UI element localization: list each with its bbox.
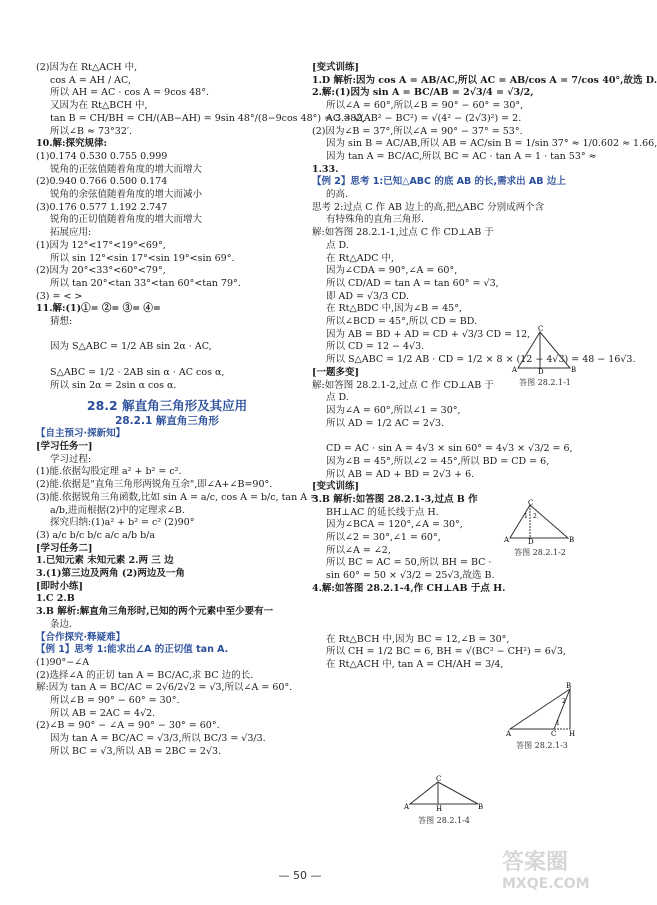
figure-28-2-1-2 [504,500,576,556]
figure-caption: 答图 28.2.1-2 [514,548,566,557]
text-line: 学习过程: [50,453,92,465]
text-line: 所以 AB = 2AC = 4√2. [50,707,156,719]
text-line: (1)能.依据勾股定理 a² + b² = c². [36,466,182,478]
text-line: 所以 AH = AC · cos A = 9cos 48°. [50,87,209,99]
text-line: 3.B 解析:解直角三角形时,已知的两个元素中至少要有一 [36,606,274,618]
text-line: 因为∠BCA = 120°,∠A = 30°, [326,519,463,531]
text-line: (2)能.依据是"直角三角形两锐角互余",即∠A+∠B=90°. [36,479,273,491]
text-line: 在 Rt△BCH 中,因为 BC = 12,∠B = 30°, [326,633,510,645]
label-h: H [436,805,443,813]
label-angle-2: 2 [562,698,566,705]
text-line: (2)因为在 Rt△ACH 中, [36,62,138,73]
text-line [312,596,574,609]
label-b: B [566,682,572,690]
text-line: 【例 2】思考 1:已知△ABC 的底 AB 的长,需求出 AB 边上 [312,176,566,188]
text-line: 所以 BC = AC = 50,所以 BH = BC · [326,557,492,569]
label-d: D [538,368,544,376]
text-line: 点 D. [326,392,349,404]
label-b: B [478,803,484,811]
text-line: 所以∠B = 90° − 60° = 30°. [50,695,180,707]
figure-caption: 答图 28.2.1-4 [418,816,470,825]
text-line: tan B = CH/BH = CH/(AB−AH) = 9sin 48°/(8−9cos 48°) ≈ 3.382, [50,112,366,124]
text-line: 所以 BC = √3,所以 AB = 2BC = 2√3. [50,745,222,757]
text-line: 在 Rt△ADC 中, [326,252,395,264]
text-line [312,608,574,621]
text-line: 因为 AB = BD + AD = CD + √3/3 CD = 12, [326,328,531,340]
label-a: A [404,803,410,811]
text-line: [即时小练] [36,580,83,592]
text-line: 因为 sin B = AC/AB,所以 AB = AC/sin B = 1/sin 37° ≈ 1/0.602 ≈ 1.66, [326,138,657,150]
label-a: A [506,730,512,738]
text-line: 猜想: [50,316,73,328]
text-line: (2)选择∠A 的正切 tan A = BC/AC,求 BC 边的长. [36,669,254,681]
text-line: 所以∠A = 60°,所以∠B = 90° − 60° = 30°, [326,100,524,112]
text-line: 所以∠B ≈ 73°32′. [50,125,133,137]
text-line: 【例 1】思考 1:能求出∠A 的正切值 tan A. [36,644,229,656]
text-line: 所以 S△ABC = 1/2 AB · CD = 1/2 × 8 × (12 − 4√3) = 48 − 16√3. [326,354,636,366]
text-line: 1.D 解析:因为 cos A = AB/AC,所以 AC = AB/cos A = 7/cos 40°,故选 D. [312,74,657,86]
text-line: (2)∠B = 90° − ∠A = 90° − 30° = 60°. [36,720,220,732]
text-line: 所以∠2 = 30°,∠1 = 60°, [326,532,441,544]
text-line: 10.解:探究规律: [36,138,108,150]
text-line: 【自主预习·探新知】 [36,428,126,440]
text-line: (1)因为 12°<17°<19°<69°, [36,239,166,251]
text-line: 3.B 解析:如答图 28.2.1-3,过点 B 作 [312,493,478,505]
label-b: B [569,536,575,544]
text-line: cos A = AH / AC, [50,74,131,86]
text-line: 1.C 2.B [36,593,75,605]
text-line: (3)0.176 0.577 1.192 2.747 [36,201,168,213]
text-line: (3) a/c b/c b/c a/c a/b b/a [36,529,156,541]
text-line: 即 AD = √3/3 CD. [326,290,409,302]
text-line: 锐角的正切值随着角度的增大而增大 [50,214,203,226]
text-line: (2)因为 20°<33°<60°<79°, [36,265,166,277]
text-line [312,430,574,443]
triangle-diagram-4 [404,776,484,812]
text-line: (1)0.174 0.530 0.755 0.999 [36,150,168,162]
text-line: 所以 sin 2α = 2sin α cos α. [50,379,177,391]
watermark-logo [502,845,594,901]
text-line: 拓展应用: [50,227,92,239]
text-line: 因为 tan A = BC/AC = √3/3,所以 BC/3 = √3/3. [50,733,266,745]
text-line: (3) = < > [36,290,83,302]
label-angle-2: 2 [533,513,537,520]
text-line: 在 Rt△BDC 中,因为∠B = 45°, [326,303,463,315]
text-line: 思考 2:过点 C 作 AB 边上的高,把△ABC 分别成两个含 [312,201,545,213]
text-line: 又因为在 Rt△BCH 中, [50,100,148,112]
text-line: [学习任务二] [36,542,93,554]
label-c: C [538,325,544,333]
text-line: 有特殊角的直角三角形. [326,214,425,226]
text-line: 所以∠BCD = 45°,所以 CD = BD. [326,316,478,328]
text-line: 2.解:(1)因为 sin A = BC/AB = 2√3/4 = √3/2, [312,87,534,99]
text-line: 所以∠A = ∠2, [326,544,391,556]
text-line: 解:如答图 28.2.1-2,过点 C 作 CD⊥AB 于 [312,379,494,391]
label-d: D [528,538,534,546]
text-line: 条边. [50,618,73,630]
label-a: A [504,536,510,544]
text-line: 解:如答图 28.2.1-1,过点 C 作 CD⊥AB 于 [312,227,494,239]
text-line: a/b,进而根据(2)中的定理求∠B. [50,504,185,516]
text-line: 所以 CD = 12 − 4√3. [326,341,425,353]
text-line: 因为 tan A = BC/AC,所以 BC = AC · tan A = 1 · tan 53° ≈ [326,150,597,162]
label-c: C [436,775,442,783]
text-line: 锐角的余弦值随着角度的增大而减小 [50,189,203,201]
figure-28-2-1-4 [404,776,484,824]
label-a: A [512,366,518,374]
text-line [312,621,574,634]
page-number: — 50 — [278,869,322,882]
text-line: 因为 S△ABC = 1/2 AB sin 2α · AC, [50,341,212,353]
figure-caption: 答图 28.2.1-3 [516,741,568,750]
text-line: 所以 sin 12°<sin 17°<sin 19°<sin 69°. [50,252,235,264]
label-angle-1: 1 [524,513,528,520]
text-line: 4.解:如答图 28.2.1-4,作 CH⊥AB 于点 H. [312,582,506,594]
text-line: 因为∠A = 60°,所以∠1 = 30°, [326,404,461,416]
text-line: (2)0.940 0.766 0.500 0.174 [36,176,168,188]
text-line: 3.(1)第三边及两角 (2)两边及一角 [36,568,185,580]
text-line: 因为∠CDA = 90°,∠A = 60°, [326,265,458,277]
text-line: 点 D. [326,239,349,251]
text-line: (3)能.依据锐角三角函数,比如 sin A = a/c, cos A = b/c, tan A = [36,491,319,503]
section-subtitle: 28.2.1 解直角三角形 [115,415,219,428]
text-line: 【合作探究·释疑难】 [36,631,126,643]
text-line: sin 60° = 50 × √3/2 = 25√3,故选 B. [326,570,495,582]
text-line: 在 Rt△ACH 中, tan A = CH/AH = 3/4, [326,659,504,671]
label-c: C [528,499,534,507]
text-line [36,354,298,367]
figure-28-2-1-1 [512,326,578,386]
text-line: 探究归纳:(1)a² + b² = c² (2)90° [50,517,195,529]
label-b: B [571,366,577,374]
text-line: [一题多变] [312,366,359,378]
text-line: 11.解:(1)①= ②= ③= ④= [36,303,161,315]
text-line: 解:因为 tan A = BC/AC = 2√6/2√2 = √3,所以∠A = 60°. [36,682,293,694]
text-line: 1.33. [312,163,339,175]
text-line: 的高. [326,189,349,201]
text-line: [变式训练] [312,62,359,73]
text-line: AC = √(AB² − BC²) = √(4² − (2√3)²) = 2. [326,112,522,124]
left-lower-text [36,428,319,758]
text-line: S△ABC = 1/2 · 2AB sin α · AC cos α, [50,366,225,378]
text-line: 所以 CH = 1/2 BC = 6, BH = √(BC² − CH²) = 6√3, [326,646,566,658]
section-title: 28.2 解直角三角形及其应用 [86,398,248,414]
triangle-diagram-1 [512,326,578,374]
figure-caption: 答图 28.2.1-1 [519,378,571,387]
text-line: 所以 CD/AD = tan A = tan 60° = √3, [326,277,499,289]
watermark-text: 答案圈 [502,850,569,875]
triangle-diagram-3 [506,683,578,737]
text-line: [学习任务一] [36,440,93,452]
text-line: 锐角的正弦值随着角度的增大而增大 [50,163,203,175]
text-line: BH⊥AC 的延长线于点 H. [326,506,439,518]
text-line: (2)因为∠B = 37°,所以∠A = 90° − 37° = 53°. [312,125,523,137]
text-line: 因为∠B = 45°,所以∠2 = 45°,所以 BD = CD = 6, [326,455,550,467]
label-h: H [569,730,576,738]
text-line: 所以 AB = AD + BD = 2√3 + 6. [326,468,475,480]
text-line [36,329,298,342]
text-line: (1)90°−∠A [36,656,90,668]
text-line: 所以 tan 20°<tan 33°<tan 60°<tan 79°. [50,277,241,289]
figure-28-2-1-3 [506,683,578,749]
text-line: [变式训练] [312,481,359,493]
label-angle-1: 1 [556,720,560,727]
text-line: CD = AC · sin A = 4√3 × sin 60° = 4√3 × √3/2 = 6, [326,443,573,455]
text-line: 1.已知元素 未知元素 2.两 三 边 [36,555,174,567]
label-c: C [551,730,557,738]
watermark-url: MXQE.COM [502,876,590,892]
triangle-diagram-2 [504,500,576,544]
text-line: 所以 AD = 1/2 AC = 2√3. [326,417,445,429]
